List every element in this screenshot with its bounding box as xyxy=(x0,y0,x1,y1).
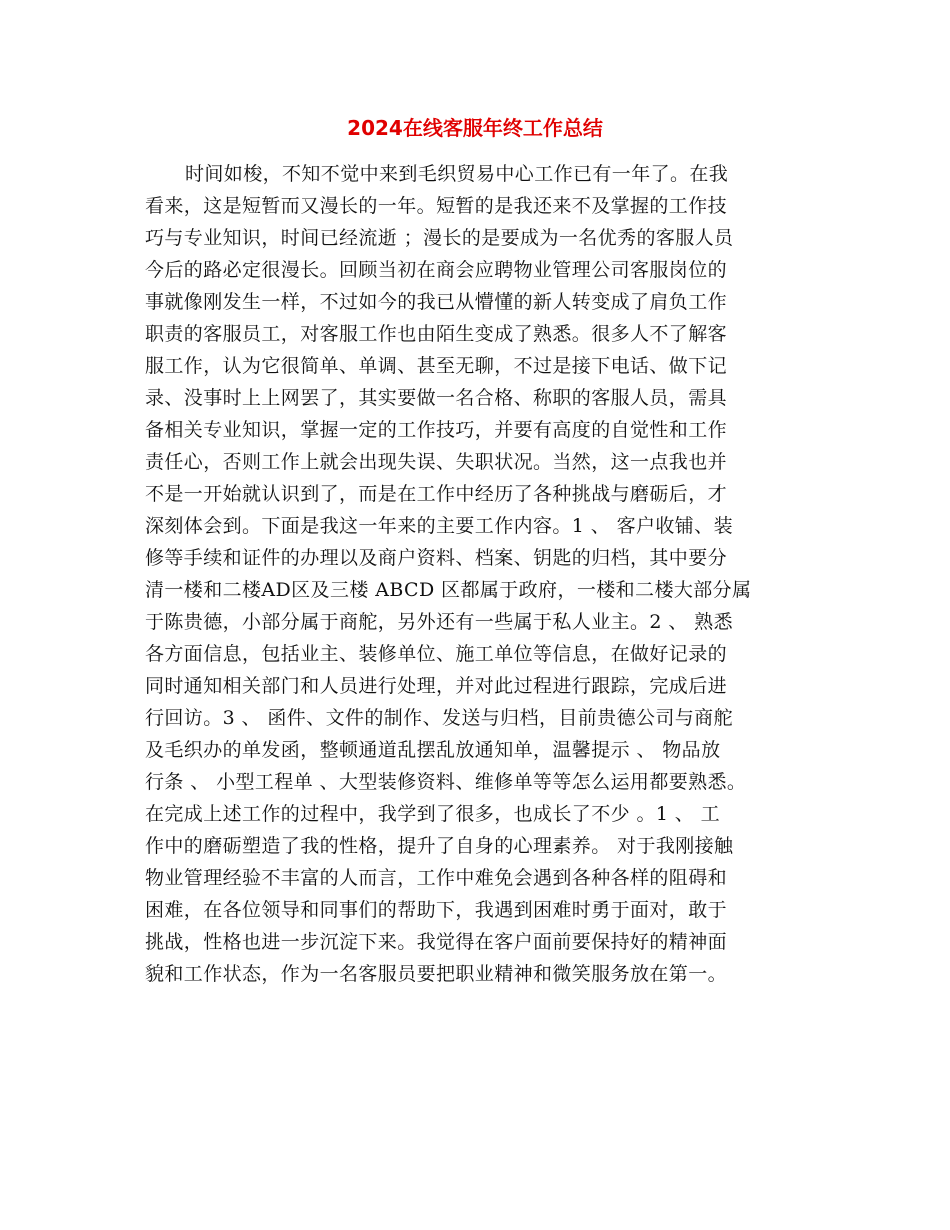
paragraph-line: 困难，在各位领导和同事们的帮助下，我遇到困难时勇于面对，敢于 xyxy=(145,899,728,921)
paragraph-line: 不是一开始就认识到了，而是在工作中经历了各种挑战与磨砺后，才 xyxy=(145,483,728,505)
paragraph-line: 清一楼和二楼AD区及三楼 ABCD 区都属于政府，一楼和二楼大部分属 xyxy=(145,579,752,601)
paragraph-line: 及毛织办的单发函，整顿通道乱摆乱放通知单，温馨提示 、 物品放 xyxy=(145,739,721,761)
paragraph-line: 服工作，认为它很简单、单调、甚至无聊，不过是接下电话、做下记 xyxy=(145,355,728,377)
paragraph-line: 职责的客服员工，对客服工作也由陌生变成了熟悉。很多人不了解客 xyxy=(145,323,728,345)
paragraph-line: 作中的磨砺塑造了我的性格，提升了自身的心理素养。 对于我刚接触 xyxy=(145,835,734,857)
paragraph-line: 今后的路必定很漫长。回顾当初在商会应聘物业管理公司客服岗位的 xyxy=(145,259,728,281)
document-title: 2024在线客服年终工作总结 xyxy=(347,116,603,140)
paragraph-line: 看来，这是短暂而又漫长的一年。短暂的是我还来不及掌握的工作技 xyxy=(145,195,728,217)
paragraph-line: 事就像刚发生一样，不过如今的我已从懵懂的新人转变成了肩负工作 xyxy=(145,291,728,313)
paragraph-line: 行回访。3 、 函件、文件的制作、发送与归档，目前贵德公司与商舵 xyxy=(145,707,733,729)
paragraph-line: 巧与专业知识，时间已经流逝 ；漫长的是要成为一名优秀的客服人员 xyxy=(145,227,734,249)
paragraph-line: 各方面信息，包括业主、装修单位、施工单位等信息，在做好记录的 xyxy=(145,643,728,665)
paragraph-line: 修等手续和证件的办理以及商户资料、档案、钥匙的归档，其中要分 xyxy=(145,547,728,569)
paragraph-line: 挑战，性格也进一步沉淀下来。我觉得在客户面前要保持好的精神面 xyxy=(145,931,728,953)
paragraph-line: 于陈贵德，小部分属于商舵，另外还有一些属于私人业主。2 、 熟悉 xyxy=(145,611,733,633)
paragraph-line: 备相关专业知识，掌握一定的工作技巧，并要有高度的自觉性和工作 xyxy=(145,419,728,441)
paragraph-line: 责任心，否则工作上就会出现失误、失职状况。当然，这一点我也并 xyxy=(145,451,728,473)
paragraph-line: 行条 、 小型工程单 、大型装修资料、维修单等等怎么运用都要熟悉。 xyxy=(145,771,747,793)
paragraph-line: 在完成上述工作的过程中，我学到了很多，也成长了不少 。1 、 工 xyxy=(145,803,721,825)
paragraph-line: 同时通知相关部门和人员进行处理，并对此过程进行跟踪，完成后进 xyxy=(145,675,728,697)
paragraph-line: 录、没事时上上网罢了，其实要做一名合格、称职的客服人员，需具 xyxy=(145,387,728,409)
paragraph-line: 深刻体会到。下面是我这一年来的主要工作内容。1 、 客户收铺、装 xyxy=(145,515,733,537)
document-body xyxy=(145,158,825,990)
paragraph-line: 时间如梭，不知不觉中来到毛织贸易中心工作已有一年了。在我 xyxy=(185,163,729,185)
paragraph-line: 貌和工作状态，作为一名客服员要把职业精神和微笑服务放在第一。 xyxy=(145,963,728,985)
paragraph-line: 物业管理经验不丰富的人而言，工作中难免会遇到各种各样的阻碍和 xyxy=(145,867,728,889)
